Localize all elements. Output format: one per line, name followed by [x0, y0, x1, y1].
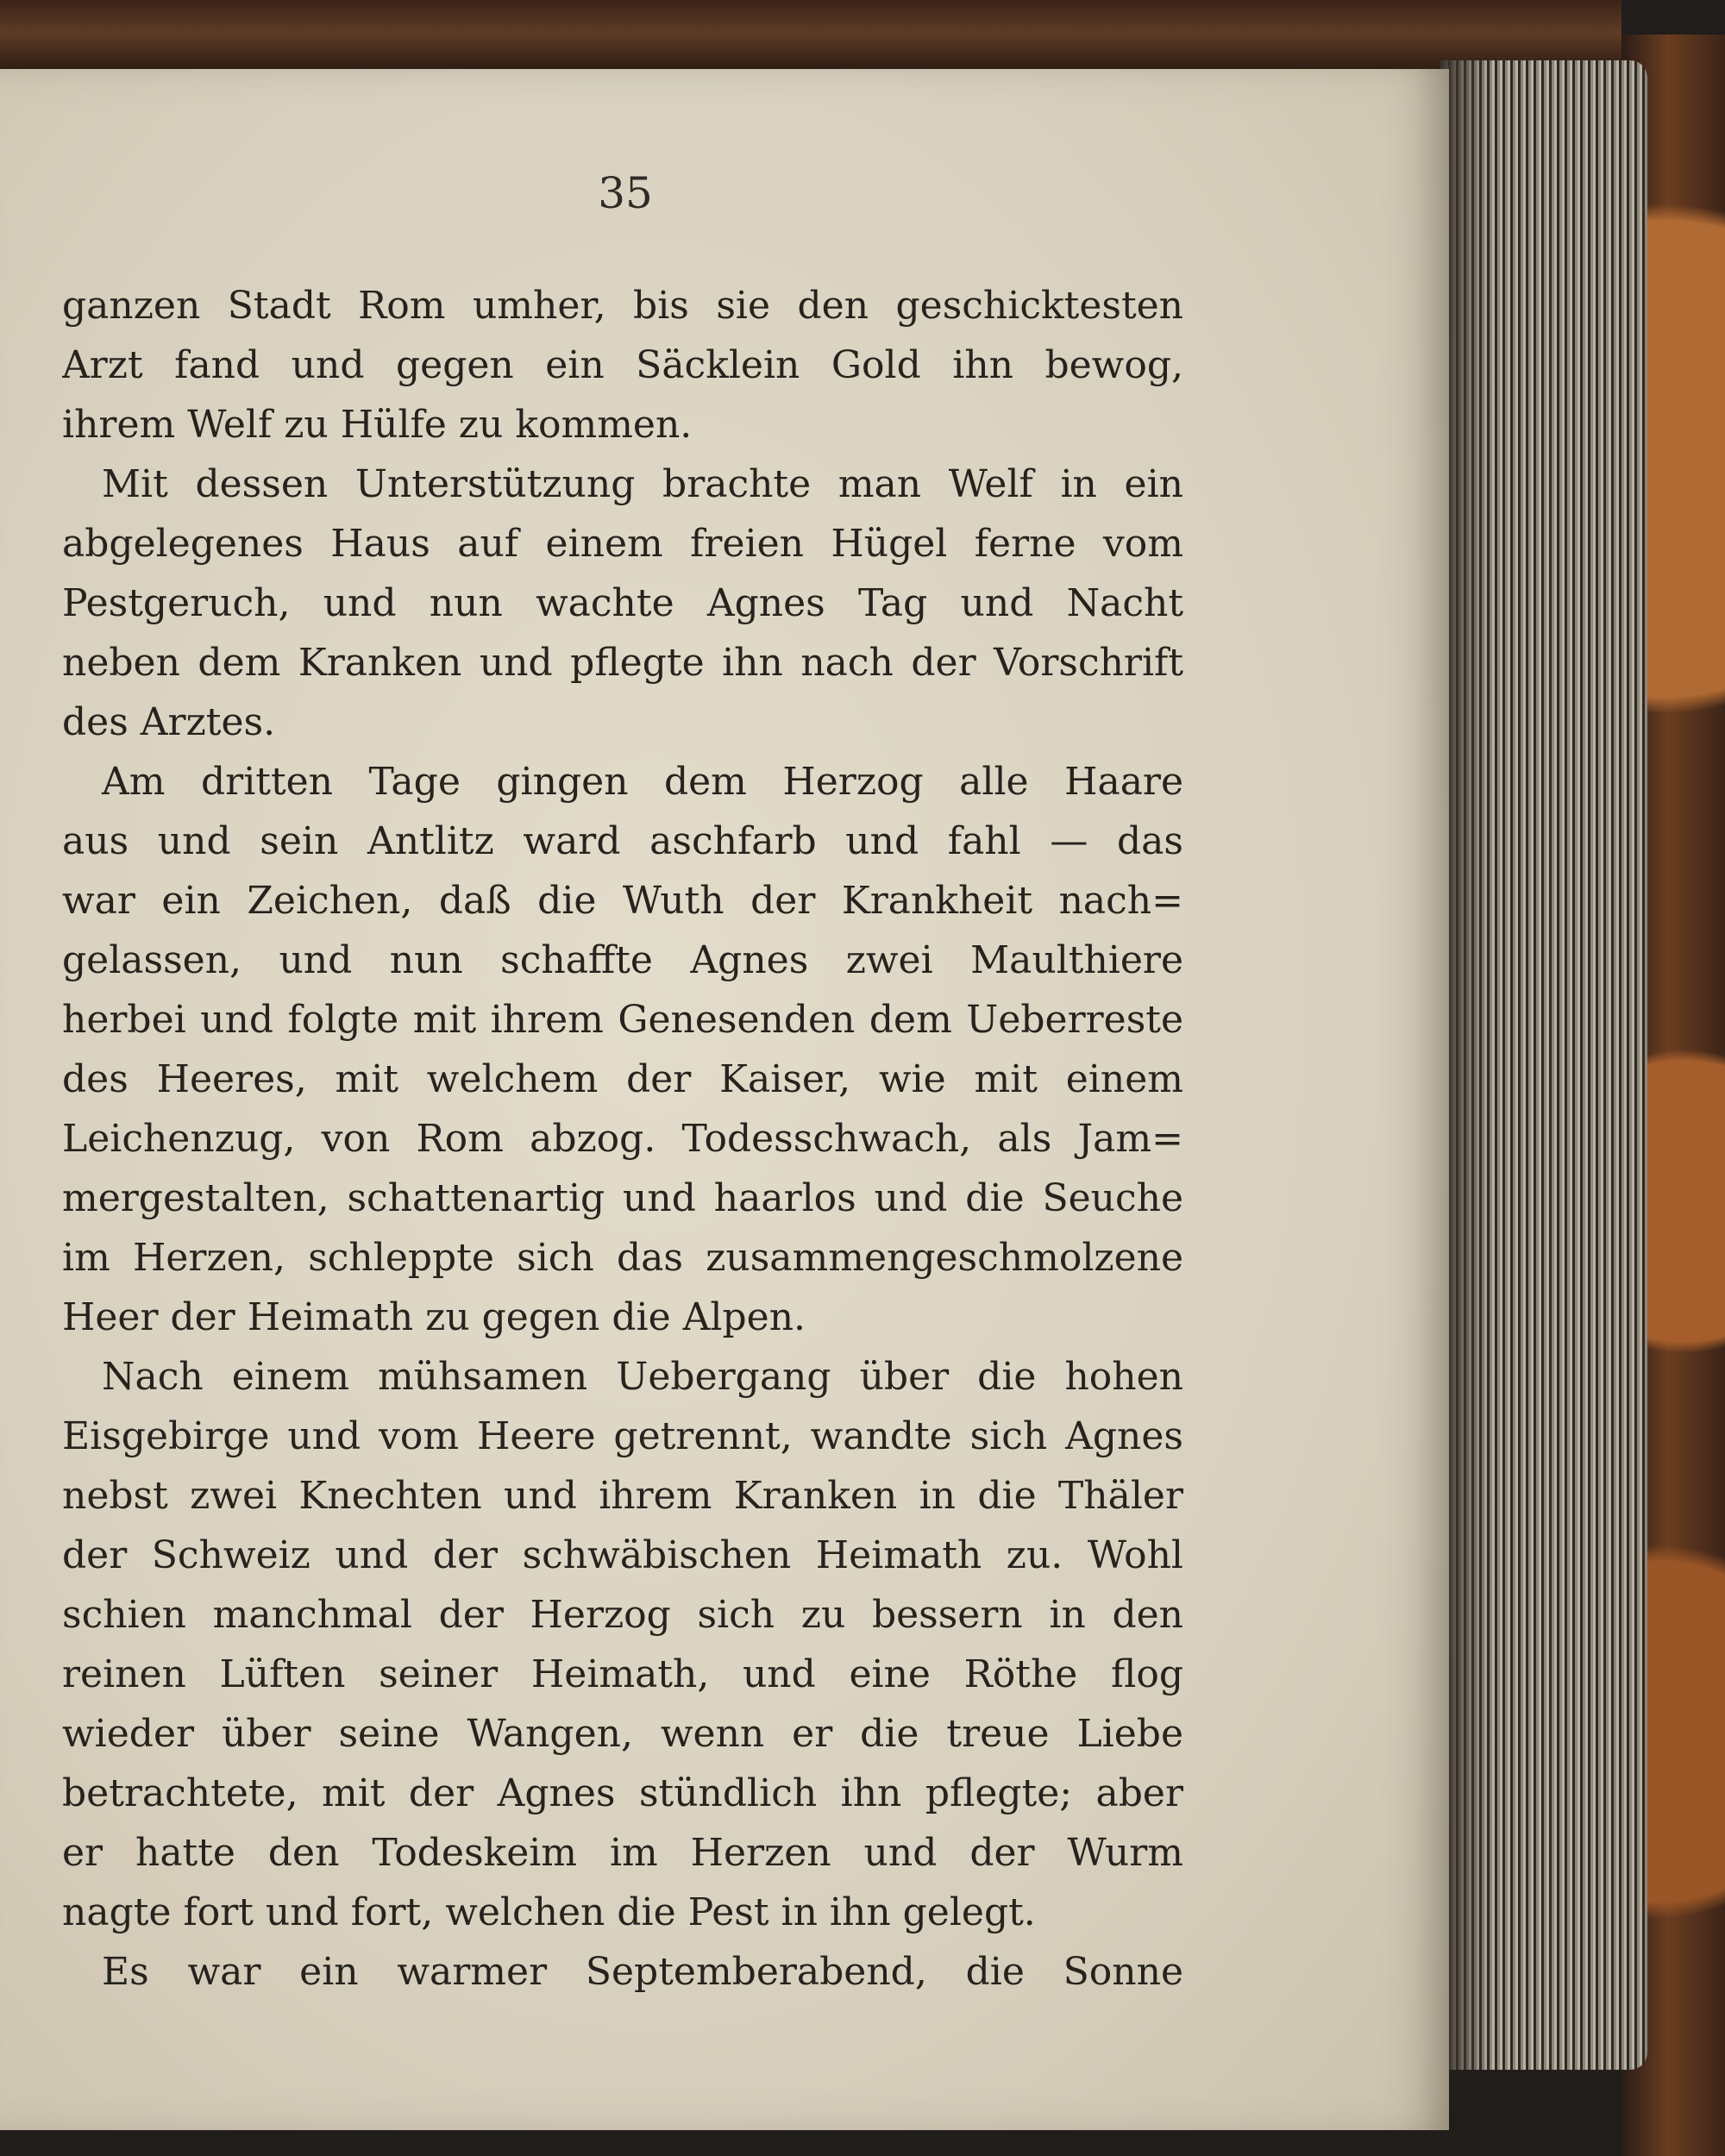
text-line: Heer der Heimath zu gegen die Alpen. — [62, 1295, 806, 1339]
text-line: herbei und folgte mit ihrem Genesenden dem Ueberreste — [62, 998, 1183, 1042]
text-line: Leichenzug, von Rom abzog. Todesschwach, als Jam= — [62, 1117, 1183, 1161]
text-line: reinen Lüften seiner Heimath, und eine Röthe flog — [62, 1652, 1183, 1696]
text-line: betrachtete, mit der Agnes stündlich ihn pflegte; aber — [62, 1771, 1183, 1815]
text-line: Nach einem mühsamen Uebergang über die hohen — [102, 1355, 1183, 1399]
text-line: ihrem Welf zu Hülfe zu kommen. — [62, 403, 693, 447]
page-text — [62, 276, 1183, 2002]
book-page — [0, 69, 1449, 2130]
text-line: Arzt fand und gegen ein Säcklein Gold ihn bewog, — [62, 343, 1183, 387]
text-line: abgelegenes Haus auf einem freien Hügel ferne vom — [62, 522, 1183, 566]
text-line: schien manchmal der Herzog sich zu bessern in den — [62, 1593, 1183, 1637]
book-top-edge — [0, 0, 1622, 73]
page-stack-edge — [1440, 60, 1647, 2070]
page-number: 35 — [598, 168, 653, 218]
text-line: mergestalten, schattenartig und haarlos und die Seuche — [62, 1176, 1183, 1220]
text-line: des Heeres, mit welchem der Kaiser, wie mit einem — [62, 1057, 1183, 1101]
text-line: Mit dessen Unterstützung brachte man Welf in ein — [102, 462, 1183, 506]
text-line: war ein Zeichen, daß die Wuth der Krankheit nach= — [62, 879, 1183, 923]
text-line: nagte fort und fort, welchen die Pest in ihn gelegt. — [62, 1890, 1036, 1934]
text-line: er hatte den Todeskeim im Herzen und der Wurm — [62, 1831, 1183, 1875]
text-line: wieder über seine Wangen, wenn er die treue Liebe — [62, 1712, 1183, 1756]
text-line: Am dritten Tage gingen dem Herzog alle Haare — [102, 760, 1183, 804]
text-line: Es war ein warmer Septemberabend, die Sonne — [102, 1950, 1183, 1994]
text-line: Eisgebirge und vom Heere getrennt, wandte sich Agnes — [62, 1414, 1183, 1458]
text-line: aus und sein Antlitz ward aschfarb und fahl — das — [62, 819, 1183, 863]
text-line: gelassen, und nun schaffte Agnes zwei Maulthiere — [62, 938, 1183, 982]
text-line: nebst zwei Knechten und ihrem Kranken in die Thäler — [62, 1474, 1183, 1518]
text-line: im Herzen, schleppte sich das zusammengeschmolzene — [62, 1236, 1183, 1280]
text-line: neben dem Kranken und pflegte ihn nach der Vorschrift — [62, 641, 1183, 685]
text-line: der Schweiz und der schwäbischen Heimath zu. Wohl — [62, 1533, 1183, 1577]
text-line: ganzen Stadt Rom umher, bis sie den geschicktesten — [62, 284, 1183, 328]
text-line: Pestgeruch, und nun wachte Agnes Tag und Nacht — [62, 581, 1183, 625]
text-line: des Arztes. — [62, 700, 276, 744]
